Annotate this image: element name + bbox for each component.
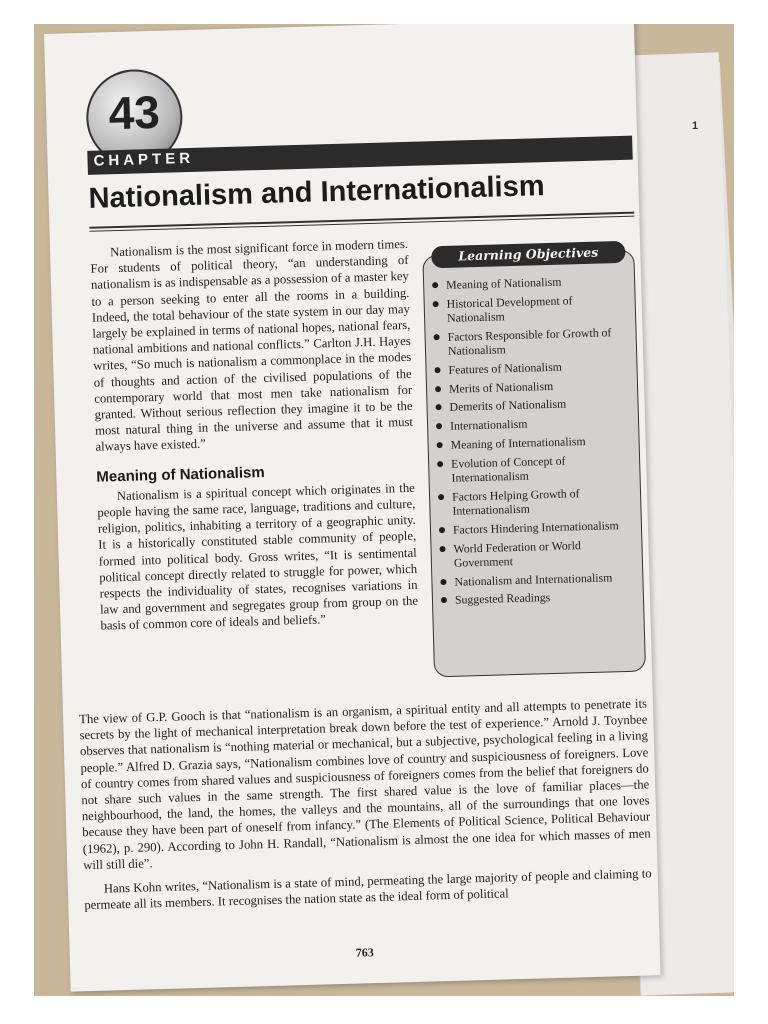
bullet-icon bbox=[435, 386, 441, 392]
objective-item: Meaning of Internationalism bbox=[434, 433, 632, 453]
objective-item: Evolution of Concept of Internationalism bbox=[435, 451, 634, 486]
objective-item: Internationalism bbox=[434, 414, 632, 434]
continuation-paragraph: The view of G.P. Gooch is that “nationalism is an organism, a spiritual entity and all attempts to penetrate its secrets by the light of mechanical interpretation break down before the test of experience.” Arnold J. Toynbee observes that nationalism is “nothing material or mechanical, but a subjective, psychological feeling in a living people.” Alfred D. Grazia says, “Nationalism combines love of country and suspiciousness of foreigners. Love of country comes from shared values and suspiciousness of foreigners comes from the belief that foreigners do not share such values in the same strength. The first shared value is the love of familiar places—the neighbourhood, the land, the homes, the valleys and the mountains, all of the surroundings that one loves because they have been part of oneself from infancy.” (The Elements of Political Science, Political Behaviour (1962), p. 290). According to John H. Randall, “Nationalism is almost the one idea for which masses of men will still die”. bbox=[78, 696, 651, 873]
title-rule bbox=[89, 212, 634, 229]
bullet-icon bbox=[437, 461, 443, 467]
section-paragraph: Nationalism is a spiritual concept which originates in the people having the same race, language, traditions and culture, religion, politics, inhabiting a territory of a geographic unity. It is a historically constituted stable community of people, formed into political body. Gross writes, “It is sentimental political concept directly related to struggle for power, which respects the individuality of states, recognises variations in law and government and segregates group from group on the basis of common core of ideals and beliefs.” bbox=[97, 480, 419, 634]
intro-paragraph: Nationalism is the most significant force in modern times. For students of political theory, “an understanding of nationalism is as indispensable as a possession of a master key to a person seeking to enter all the rooms in a building. Indeed, the total behaviour of the state system in our day may largely be explained in terms of national hopes, national fears, national ambitions and national conflicts.” Carlton J.H. Hayes writes, “So much is nationalism a commonplace in the modes of thoughts and action of the civilised populations of the contemporary world that most men take nationalism for granted. Without serious reflection they imagine it to be the most natural thing in the universe and assume that it must always have existed.” bbox=[90, 236, 414, 455]
objective-item: Factors Responsible for Growth of Nationalism bbox=[431, 325, 630, 360]
bullet-icon bbox=[432, 282, 438, 288]
objective-item: World Federation or World Government bbox=[437, 536, 636, 571]
learning-objectives-box bbox=[422, 244, 646, 678]
bullet-icon bbox=[439, 546, 445, 552]
objective-item: Demerits of Nationalism bbox=[433, 395, 631, 415]
last-paragraph: Hans Kohn writes, “Nationalism is a state of mind, permeating the large majority of people and claiming to permeate all its members. It recognises the nation state as the ideal form of political bbox=[84, 866, 652, 913]
objective-item: Historical Development of Nationalism bbox=[430, 291, 629, 326]
page-number: 763 bbox=[355, 945, 374, 960]
left-column bbox=[90, 236, 419, 634]
objective-item: Nationalism and Internationalism bbox=[438, 569, 636, 589]
bullet-icon bbox=[436, 423, 442, 429]
bullet-icon bbox=[438, 494, 444, 500]
bullet-icon bbox=[440, 579, 446, 585]
objective-item: Factors Hindering Internationalism bbox=[437, 518, 635, 538]
bullet-icon bbox=[437, 442, 443, 448]
objective-item: Factors Helping Growth of Internationalism bbox=[436, 484, 635, 519]
bullet-icon bbox=[439, 527, 445, 533]
page-edge-mark: 1 bbox=[692, 120, 699, 132]
learning-objectives-list bbox=[430, 273, 637, 613]
chapter-title: Nationalism and Internationalism bbox=[88, 170, 545, 215]
section-heading: Meaning of Nationalism bbox=[96, 463, 265, 486]
learning-objectives-title: Learning Objectives bbox=[431, 241, 626, 268]
objective-item: Meaning of Nationalism bbox=[430, 273, 628, 293]
objective-item: Features of Nationalism bbox=[432, 358, 630, 378]
objective-item: Suggested Readings bbox=[439, 588, 637, 608]
objective-item: Merits of Nationalism bbox=[433, 376, 631, 396]
chapter-label: CHAPTER bbox=[93, 149, 195, 170]
bullet-icon bbox=[434, 367, 440, 373]
bullet-icon bbox=[433, 301, 439, 307]
chapter-number: 43 bbox=[107, 85, 161, 140]
bullet-icon bbox=[434, 334, 440, 340]
book-page bbox=[44, 24, 661, 992]
full-width-text bbox=[79, 695, 652, 913]
book-photo bbox=[34, 24, 734, 996]
bullet-icon bbox=[436, 404, 442, 410]
bullet-icon bbox=[441, 597, 447, 603]
